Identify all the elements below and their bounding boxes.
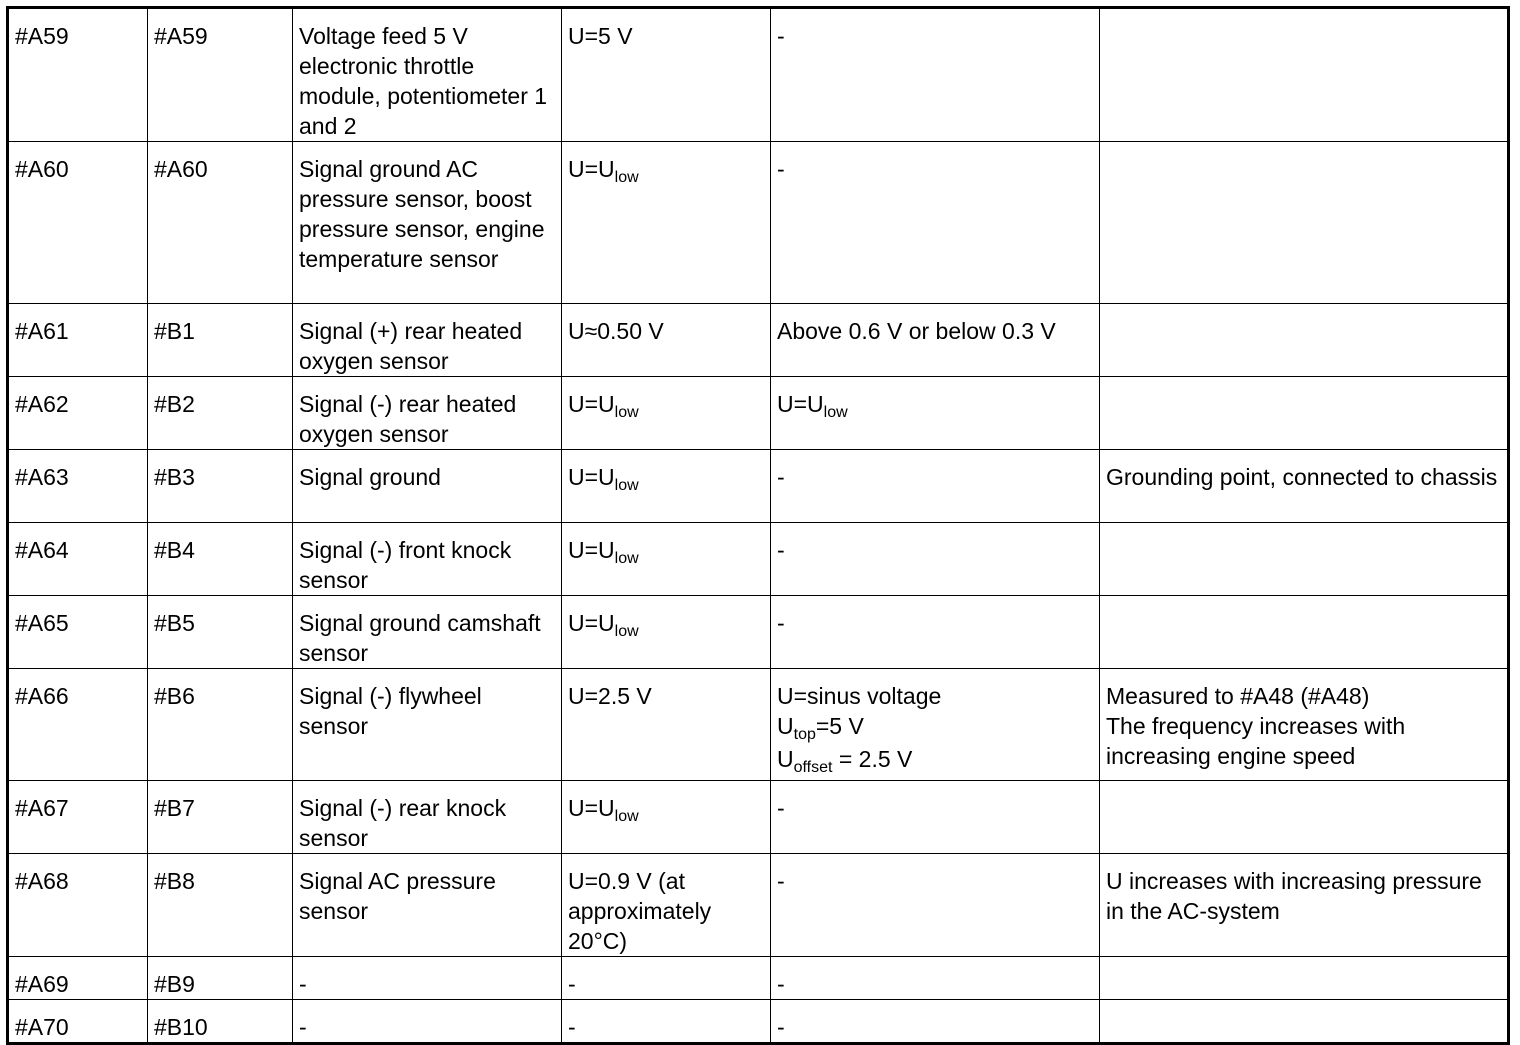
value-base: - [568, 971, 576, 997]
pin-alt-cell [148, 377, 293, 450]
table-body [8, 8, 1509, 1044]
condition-line [777, 389, 1093, 419]
value-text [568, 969, 764, 999]
pin-alt-number: #B3 [154, 464, 195, 490]
pin-alt-number: #B10 [154, 1014, 208, 1040]
table-row [8, 669, 1509, 781]
pin-alt-number: #B5 [154, 610, 195, 636]
pin-number: #A67 [15, 795, 69, 821]
value-text [568, 535, 764, 565]
pin-cell [8, 957, 148, 1000]
pin-alt-number: #B2 [154, 391, 195, 417]
condition-cell [771, 596, 1100, 669]
pin-number: #A63 [15, 464, 69, 490]
condition-base: Above 0.6 V or below 0.3 V [777, 318, 1056, 344]
condition-cell [771, 8, 1100, 142]
note-cell [1100, 957, 1509, 1000]
condition-line [777, 1012, 1093, 1042]
function-text: Voltage feed 5 V electronic throttle module, potentiometer 1 and 2 [299, 23, 548, 139]
condition-subscript: low [823, 404, 848, 421]
value-cell [562, 450, 771, 523]
pin-alt-number: #B4 [154, 537, 195, 563]
value-text [568, 608, 764, 638]
function-text: - [299, 1014, 307, 1040]
pin-alt-cell [148, 957, 293, 1000]
function-cell [293, 957, 562, 1000]
condition-base: U=sinus voltage [777, 683, 942, 709]
function-text: Signal (-) flywheel sensor [299, 683, 482, 739]
condition-cell [771, 377, 1100, 450]
condition-cell [771, 957, 1100, 1000]
pin-number: #A62 [15, 391, 69, 417]
value-cell [562, 304, 771, 377]
value-text [568, 316, 764, 346]
pin-alt-cell [148, 1000, 293, 1044]
pin-number: #A69 [15, 971, 69, 997]
value-subscript: low [614, 404, 639, 421]
note-cell [1100, 596, 1509, 669]
note-cell [1100, 8, 1509, 142]
value-cell [562, 142, 771, 304]
note-line: U increases with increasing pressure in the AC-system [1106, 868, 1482, 924]
value-cell [562, 1000, 771, 1044]
note-cell [1100, 781, 1509, 854]
function-cell [293, 142, 562, 304]
value-text [568, 462, 764, 492]
function-cell [293, 8, 562, 142]
value-cell [562, 781, 771, 854]
note-cell [1100, 669, 1509, 781]
condition-base: - [777, 610, 785, 636]
value-base: U≈0.50 V [568, 318, 664, 344]
pin-alt-cell [148, 450, 293, 523]
pin-alt-number: #A60 [154, 156, 208, 182]
function-cell [293, 854, 562, 957]
function-text: Signal (-) rear knock sensor [299, 795, 507, 851]
condition-cell [771, 450, 1100, 523]
condition-subscript: offset [793, 759, 833, 776]
pin-alt-cell [148, 8, 293, 142]
function-cell [293, 377, 562, 450]
condition-line [777, 535, 1093, 565]
value-base: - [568, 1014, 576, 1040]
pin-alt-cell [148, 304, 293, 377]
value-subscript: low [614, 550, 639, 567]
table-row [8, 596, 1509, 669]
pin-cell [8, 781, 148, 854]
function-cell [293, 781, 562, 854]
condition-base: - [777, 156, 785, 182]
value-cell [562, 523, 771, 596]
value-subscript: low [614, 623, 639, 640]
value-text [568, 389, 764, 419]
pin-alt-cell [148, 142, 293, 304]
condition-cell [771, 854, 1100, 957]
note-line: Measured to #A48 (#A48) [1106, 683, 1370, 709]
function-cell [293, 1000, 562, 1044]
condition-base: - [777, 868, 785, 894]
value-text [568, 154, 764, 184]
pin-number: #A60 [15, 156, 69, 182]
pin-cell [8, 304, 148, 377]
pin-number: #A65 [15, 610, 69, 636]
pin-cell [8, 854, 148, 957]
table-row [8, 142, 1509, 304]
function-text: Signal (-) front knock sensor [299, 537, 512, 593]
table-row [8, 450, 1509, 523]
pin-cell [8, 669, 148, 781]
pin-cell [8, 1000, 148, 1044]
pin-alt-number: #A59 [154, 23, 208, 49]
condition-rest: = 2.5 V [832, 746, 913, 772]
condition-base: - [777, 23, 785, 49]
function-cell [293, 450, 562, 523]
condition-base: U [777, 746, 794, 772]
value-base: U=U [568, 156, 615, 182]
value-cell [562, 669, 771, 781]
function-cell [293, 523, 562, 596]
pin-alt-cell [148, 523, 293, 596]
condition-base: - [777, 795, 785, 821]
value-subscript: low [614, 169, 639, 186]
note-cell [1100, 450, 1509, 523]
value-text [568, 866, 764, 956]
value-subscript: low [614, 808, 639, 825]
note-line: The frequency increases with increasing engine speed [1106, 713, 1406, 769]
function-text: Signal AC pressure sensor [299, 868, 496, 924]
table-row [8, 781, 1509, 854]
note-cell [1100, 304, 1509, 377]
condition-line [777, 462, 1093, 492]
value-base: U=U [568, 391, 615, 417]
condition-line [777, 711, 1093, 741]
note-cell [1100, 523, 1509, 596]
condition-line [777, 154, 1093, 184]
table-row [8, 1000, 1509, 1044]
note-cell [1100, 1000, 1509, 1044]
pin-number: #A61 [15, 318, 69, 344]
pin-alt-number: #B8 [154, 868, 195, 894]
condition-cell [771, 1000, 1100, 1044]
pin-alt-number: #B7 [154, 795, 195, 821]
pin-table [6, 6, 1510, 1045]
condition-line [777, 866, 1093, 896]
value-cell [562, 377, 771, 450]
pin-cell [8, 8, 148, 142]
table-row [8, 523, 1509, 596]
table-row [8, 304, 1509, 377]
condition-cell [771, 304, 1100, 377]
table-row [8, 377, 1509, 450]
function-cell [293, 669, 562, 781]
pin-cell [8, 596, 148, 669]
pin-alt-number: #B1 [154, 318, 195, 344]
condition-cell [771, 781, 1100, 854]
value-base: U=5 V [568, 23, 633, 49]
condition-cell [771, 523, 1100, 596]
table-row [8, 854, 1509, 957]
function-text: - [299, 971, 307, 997]
condition-base: - [777, 1014, 785, 1040]
function-text: Signal ground camshaft sensor [299, 610, 541, 666]
pin-number: #A66 [15, 683, 69, 709]
value-base: U=U [568, 537, 615, 563]
value-cell [562, 854, 771, 957]
condition-line [777, 744, 1093, 774]
condition-rest: =5 V [815, 713, 864, 739]
value-base: U=0.9 V (at approximately 20°C) [568, 868, 712, 954]
function-cell [293, 596, 562, 669]
condition-base: U=U [777, 391, 824, 417]
pin-cell [8, 142, 148, 304]
value-text [568, 793, 764, 823]
value-text [568, 1012, 764, 1042]
value-base: U=U [568, 610, 615, 636]
pin-number: #A64 [15, 537, 69, 563]
pin-number: #A59 [15, 23, 69, 49]
condition-base: - [777, 537, 785, 563]
note-line: Grounding point, connected to chassis [1106, 464, 1498, 490]
function-text: Signal ground [299, 464, 441, 490]
value-base: U=U [568, 795, 615, 821]
value-text [568, 681, 764, 711]
condition-line [777, 793, 1093, 823]
condition-cell [771, 142, 1100, 304]
pin-number: #A70 [15, 1014, 69, 1040]
value-cell [562, 957, 771, 1000]
note-cell [1100, 854, 1509, 957]
condition-line [777, 681, 1093, 711]
pin-alt-cell [148, 781, 293, 854]
condition-cell [771, 669, 1100, 781]
condition-base: U [777, 713, 794, 739]
pin-cell [8, 377, 148, 450]
function-text: Signal (+) rear heated oxygen sensor [299, 318, 523, 374]
table-row [8, 957, 1509, 1000]
pin-number: #A68 [15, 868, 69, 894]
value-base: U=2.5 V [568, 683, 652, 709]
pin-cell [8, 523, 148, 596]
condition-base: - [777, 464, 785, 490]
note-cell [1100, 142, 1509, 304]
pin-cell [8, 450, 148, 523]
condition-subscript: top [793, 726, 816, 743]
condition-line [777, 608, 1093, 638]
condition-line [777, 969, 1093, 999]
pin-alt-cell [148, 854, 293, 957]
value-text [568, 21, 764, 51]
function-cell [293, 304, 562, 377]
pin-alt-number: #B6 [154, 683, 195, 709]
condition-line [777, 21, 1093, 51]
value-cell [562, 596, 771, 669]
pin-alt-number: #B9 [154, 971, 195, 997]
pin-alt-cell [148, 596, 293, 669]
pin-alt-cell [148, 669, 293, 781]
condition-base: - [777, 971, 785, 997]
function-text: Signal (-) rear heated oxygen sensor [299, 391, 517, 447]
value-cell [562, 8, 771, 142]
table-row [8, 8, 1509, 142]
condition-line [777, 316, 1093, 346]
value-base: U=U [568, 464, 615, 490]
function-text: Signal ground AC pressure sensor, boost pressure sensor, engine temperature sensor [299, 156, 545, 272]
value-subscript: low [614, 477, 639, 494]
note-cell [1100, 377, 1509, 450]
